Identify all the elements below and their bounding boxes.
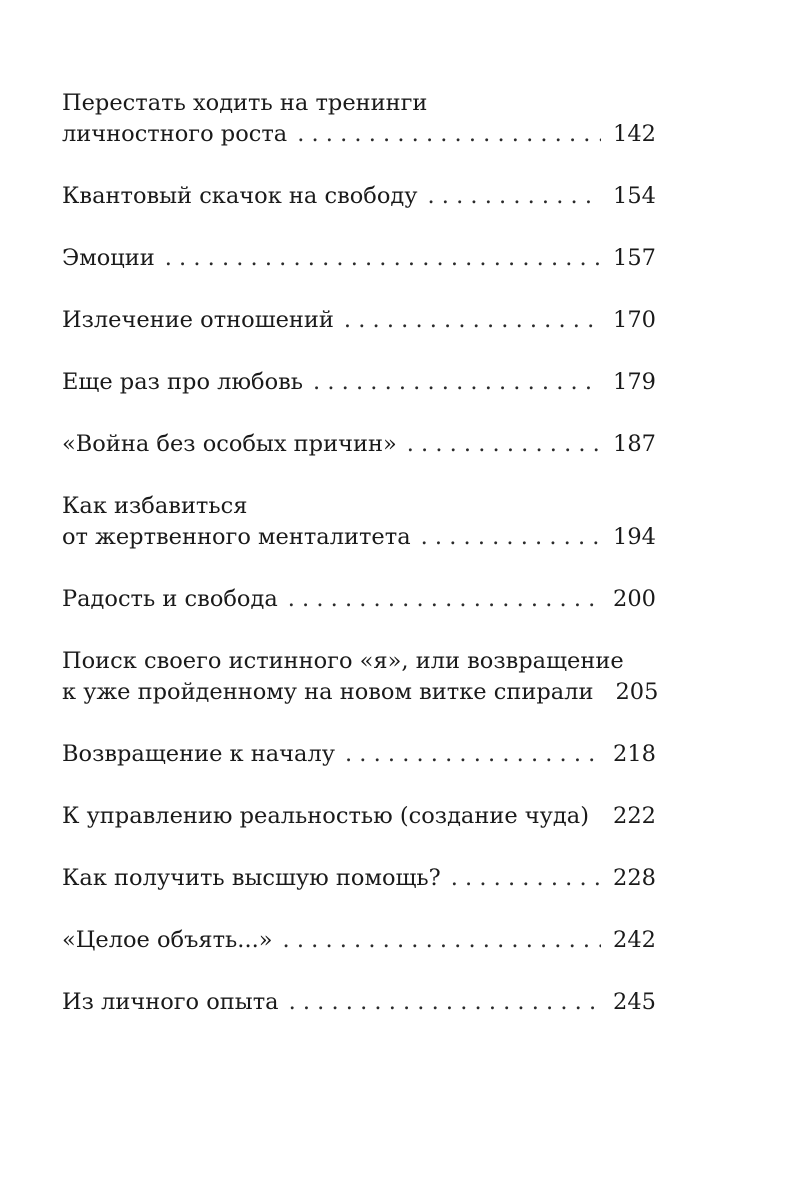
toc-entry — [62, 739, 656, 770]
toc-entry-title-line: Эмоции — [62, 245, 155, 271]
toc-entry — [62, 801, 656, 832]
toc-entry — [62, 987, 656, 1018]
toc-entry-title-line: Квантовый скачок на свободу — [62, 183, 418, 209]
toc-page-number: 200 — [613, 586, 656, 612]
toc-entry-title-line: «Война без особых причин» — [62, 431, 397, 457]
toc-entry-title-line: Излечение отношений — [62, 307, 334, 333]
dot-leader — [345, 739, 601, 770]
toc-page-number: 157 — [613, 245, 656, 271]
toc-entry — [62, 491, 656, 553]
toc-entry-title-line: Еще раз про любовь — [62, 369, 304, 395]
toc-page-number: 187 — [613, 431, 656, 457]
dot-leader — [407, 429, 601, 460]
toc-page-number: 205 — [615, 679, 659, 705]
table-of-contents — [62, 88, 659, 1049]
dot-leader — [283, 925, 602, 956]
toc-entry-title-line: от жертвенного менталитета — [62, 524, 411, 550]
dot-leader — [421, 522, 601, 553]
toc-page-number: 170 — [613, 307, 656, 333]
dot-leader — [289, 987, 601, 1018]
toc-entry — [62, 429, 656, 460]
toc-entry — [62, 925, 656, 956]
toc-page-number: 245 — [613, 989, 656, 1015]
toc-entry — [62, 243, 656, 274]
dot-leader — [288, 584, 601, 615]
toc-page-number: 179 — [613, 369, 656, 395]
toc-entry — [62, 584, 656, 615]
toc-page-number: 228 — [613, 865, 656, 891]
toc-entry-title-line: Поиск своего истинного «я», или возвращение — [62, 648, 624, 674]
toc-entry-title-line: Как избавиться — [62, 493, 248, 519]
toc-entry-title-line: К управлению реальностью (создание чуда) — [62, 803, 589, 829]
toc-page-number: 222 — [613, 803, 656, 829]
dot-leader — [165, 243, 601, 274]
toc-entry — [62, 367, 656, 398]
toc-entry-title-line: Перестать ходить на тренинги — [62, 90, 428, 116]
toc-page-number: 142 — [613, 121, 656, 147]
toc-page-number: 154 — [613, 183, 656, 209]
toc-entry — [62, 305, 656, 336]
toc-page-number: 218 — [613, 741, 656, 767]
toc-entry — [62, 88, 656, 150]
toc-entry-title-line: Возвращение к началу — [62, 741, 335, 767]
toc-entry-title-line: к уже пройденному на новом витке спирали — [62, 679, 594, 705]
dot-leader — [428, 181, 602, 212]
dot-leader — [313, 367, 601, 398]
toc-entry — [62, 181, 656, 212]
toc-entry-title-line: Как получить высшую помощь? — [62, 865, 441, 891]
toc-entry-title-line: Радость и свобода — [62, 586, 278, 612]
toc-page-number: 242 — [613, 927, 656, 953]
toc-entry — [62, 863, 656, 894]
toc-entry-title-line: Из личного опыта — [62, 989, 279, 1015]
dot-leader — [451, 863, 601, 894]
toc-entry-title-line: личностного роста — [62, 121, 288, 147]
toc-page-number: 194 — [613, 524, 656, 550]
toc-entry — [62, 646, 659, 708]
dot-leader — [344, 305, 601, 336]
toc-entry-title-line: «Целое объять...» — [62, 927, 273, 953]
dot-leader — [297, 119, 601, 150]
dot-leader — [599, 801, 601, 832]
